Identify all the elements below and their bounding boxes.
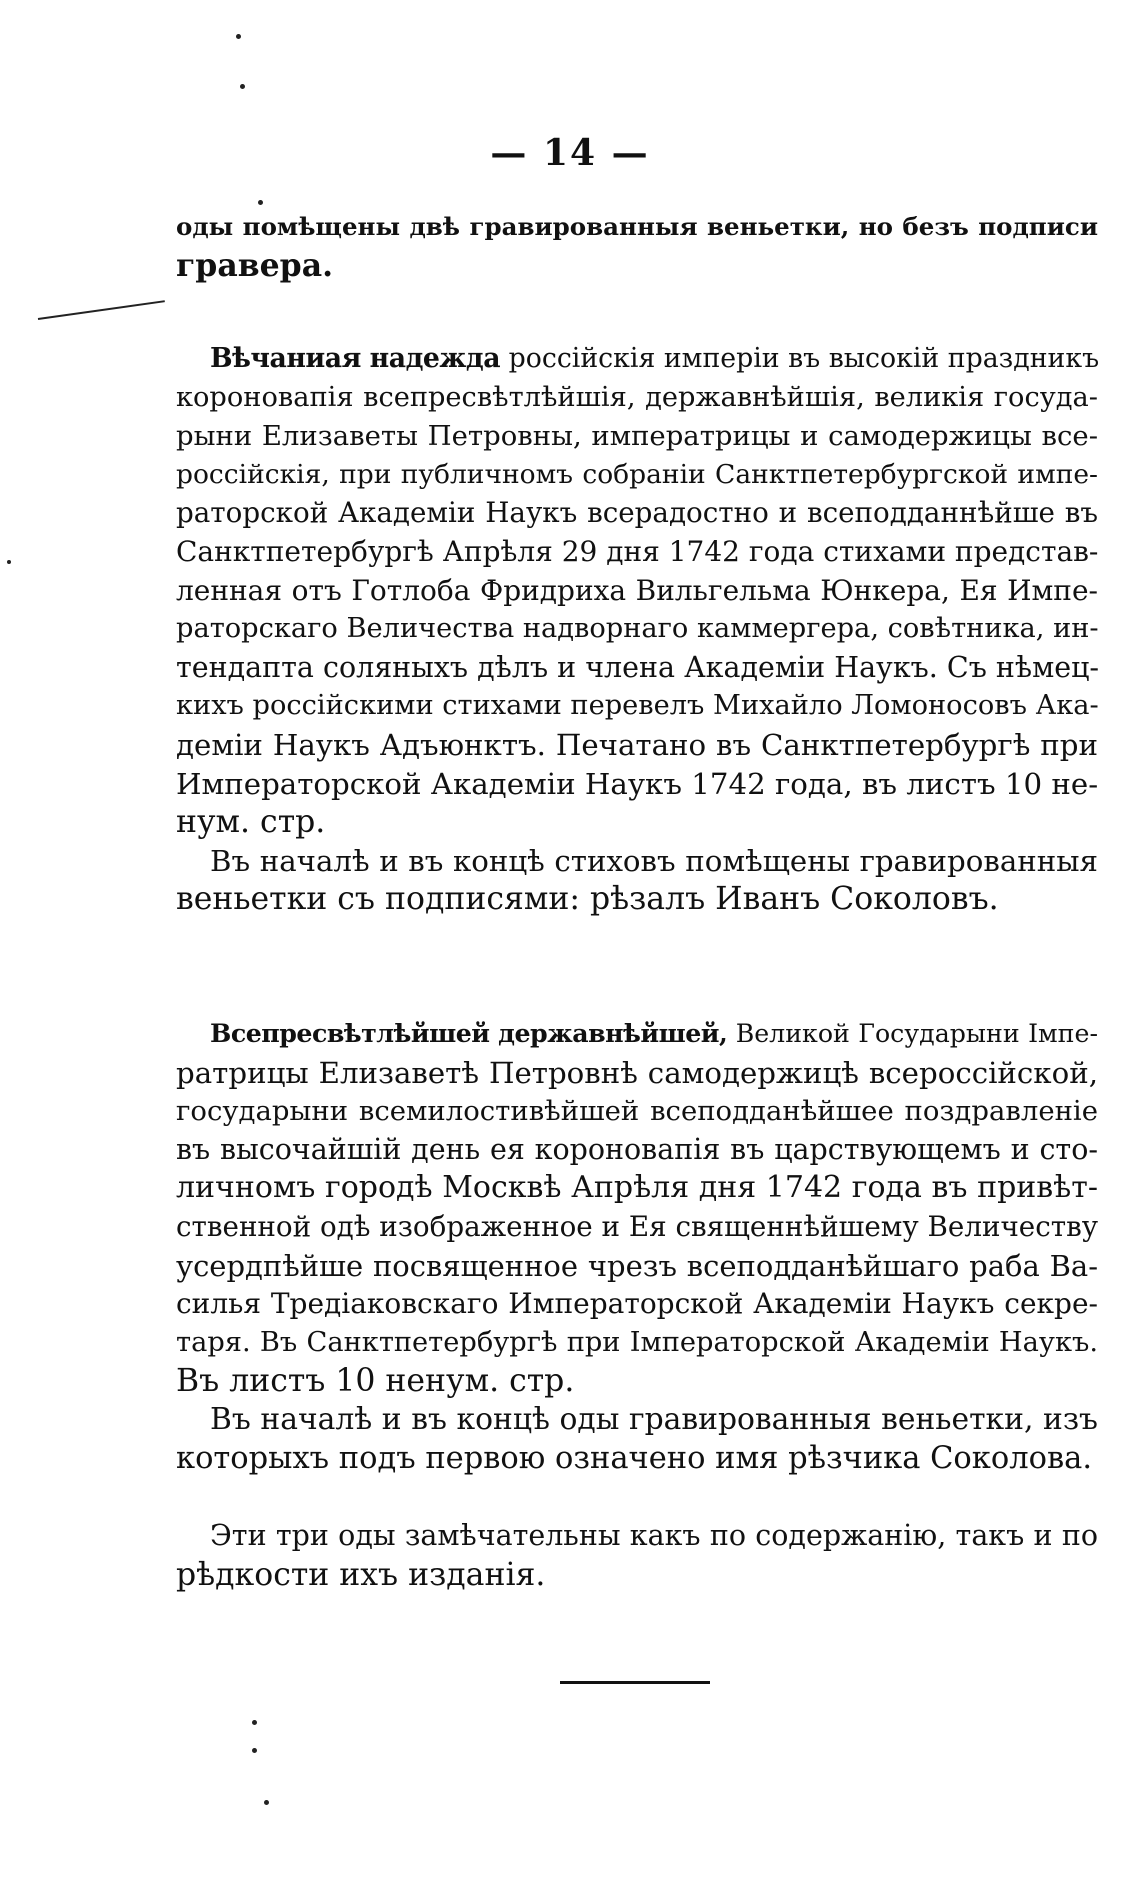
- scan-speck: [258, 200, 263, 205]
- text-line: государыни всемилостивѣйшей всеподданѣйшее поздравленіе: [176, 1095, 1098, 1128]
- scan-speck: [236, 34, 241, 39]
- scan-speck: [252, 1720, 257, 1725]
- page-number: — 14 —: [490, 132, 650, 174]
- scan-speck: [264, 1800, 269, 1805]
- scan-speck: [240, 84, 245, 89]
- text-line: гравера.: [176, 246, 334, 284]
- intro-paragraph: [176, 208, 1098, 285]
- bibliographic-entry-1: [176, 340, 1098, 919]
- text-line: нум. стр.: [176, 804, 326, 841]
- note-line: Въ началѣ и въ концѣ оды гравированныя веньетки, изъ: [210, 1401, 1098, 1437]
- section-end-rule: [560, 1681, 710, 1684]
- text-line: деміи Наукъ Адъюнктъ. Печатано въ Санктпетербургѣ при: [176, 727, 1098, 762]
- text-line: рыни Елизаветы Петровны, императрицы и самодержицы все-: [176, 420, 1098, 453]
- scan-speck: [252, 1748, 257, 1753]
- text-line: Эти три оды замѣчательны какъ по содержанію, такъ и по: [210, 1519, 1098, 1552]
- entry-title-continuation: Великой Государыни Імпе-: [735, 1019, 1098, 1048]
- bibliographic-entry-2: [176, 1014, 1098, 1478]
- note-line: Въ началѣ и въ концѣ стиховъ помѣщены гравированныя: [210, 843, 1098, 878]
- text-line: тендапта соляныхъ дѣлъ и члена Академіи Наукъ. Съ нѣмец-: [176, 650, 1100, 684]
- text-line: короновапія всепресвѣтлѣйшія, державнѣйшія, великія госуда-: [176, 381, 1098, 413]
- entry-lead-title: Всепресвѣтлѣйшей державнѣйшей,: [210, 1018, 728, 1048]
- text-line: раторской Академіи Наукъ всерадостно и всеподданнѣйше въ: [176, 496, 1098, 530]
- entry-first-line: [176, 340, 1098, 379]
- scan-speck: [7, 560, 11, 564]
- closing-paragraph: [176, 1517, 1098, 1594]
- note-line: веньетки съ подписями: рѣзалъ Иванъ Соколовъ.: [176, 881, 999, 918]
- text-line: Въ листъ 10 ненум. стр.: [176, 1363, 575, 1400]
- text-line: кихъ россійскими стихами перевелъ Михайло Ломоносовъ Ака-: [176, 690, 1099, 722]
- entry-lead-title: Вѣчаниая надежда: [210, 343, 501, 374]
- text-line: Санктпетербургѣ Апрѣля 29 дня 1742 года стихами представ-: [176, 534, 1099, 568]
- text-line: рѣдкости ихъ изданія.: [176, 1556, 546, 1593]
- text-line: Императорской Академіи Наукъ 1742 года, въ листъ 10 не-: [176, 766, 1099, 801]
- text-line: ленная отъ Готлоба Фридриха Вильгельма Юнкера, Ея Импе-: [176, 573, 1098, 607]
- text-line: ственной одѣ изображенное и Ея священнѣйшему Величеству: [176, 1209, 1099, 1243]
- text-line: ратрицы Елизаветѣ Петровнѣ самодержицѣ всероссійской,: [176, 1055, 1098, 1090]
- text-line: усердпѣйше посвященное чрезъ всеподданѣйшаго раба Ва-: [176, 1248, 1098, 1283]
- scan-pen-stroke: [38, 300, 165, 320]
- text-line: силья Тредіаковскаго Императорской Академіи Наукъ секре-: [176, 1287, 1098, 1321]
- entry-title-continuation: россійскія имперіи въ высокій праздникъ: [508, 343, 1100, 374]
- text-line: раторскаго Величества надворнаго каммергера, совѣтника, ин-: [176, 613, 1099, 645]
- entry-first-line: [176, 1014, 1098, 1054]
- text-line: таря. Въ Санктпетербургѣ при Імператорской Академіи Наукъ.: [176, 1326, 1098, 1358]
- note-line: которыхъ подъ первою означено имя рѣзчика Соколова.: [176, 1440, 1093, 1476]
- text-line: россійскія, при публичномъ собраніи Санктпетербургской импе-: [176, 458, 1098, 490]
- text-line: въ высочайшій день ея короновапія въ царствующемъ и сто-: [176, 1132, 1098, 1166]
- text-line: личномъ городѣ Москвѣ Апрѣля дня 1742 года въ привѣт-: [176, 1170, 1098, 1206]
- text-line: оды помѣщены двѣ гравированныя веньетки, но безъ подписи: [176, 212, 1098, 241]
